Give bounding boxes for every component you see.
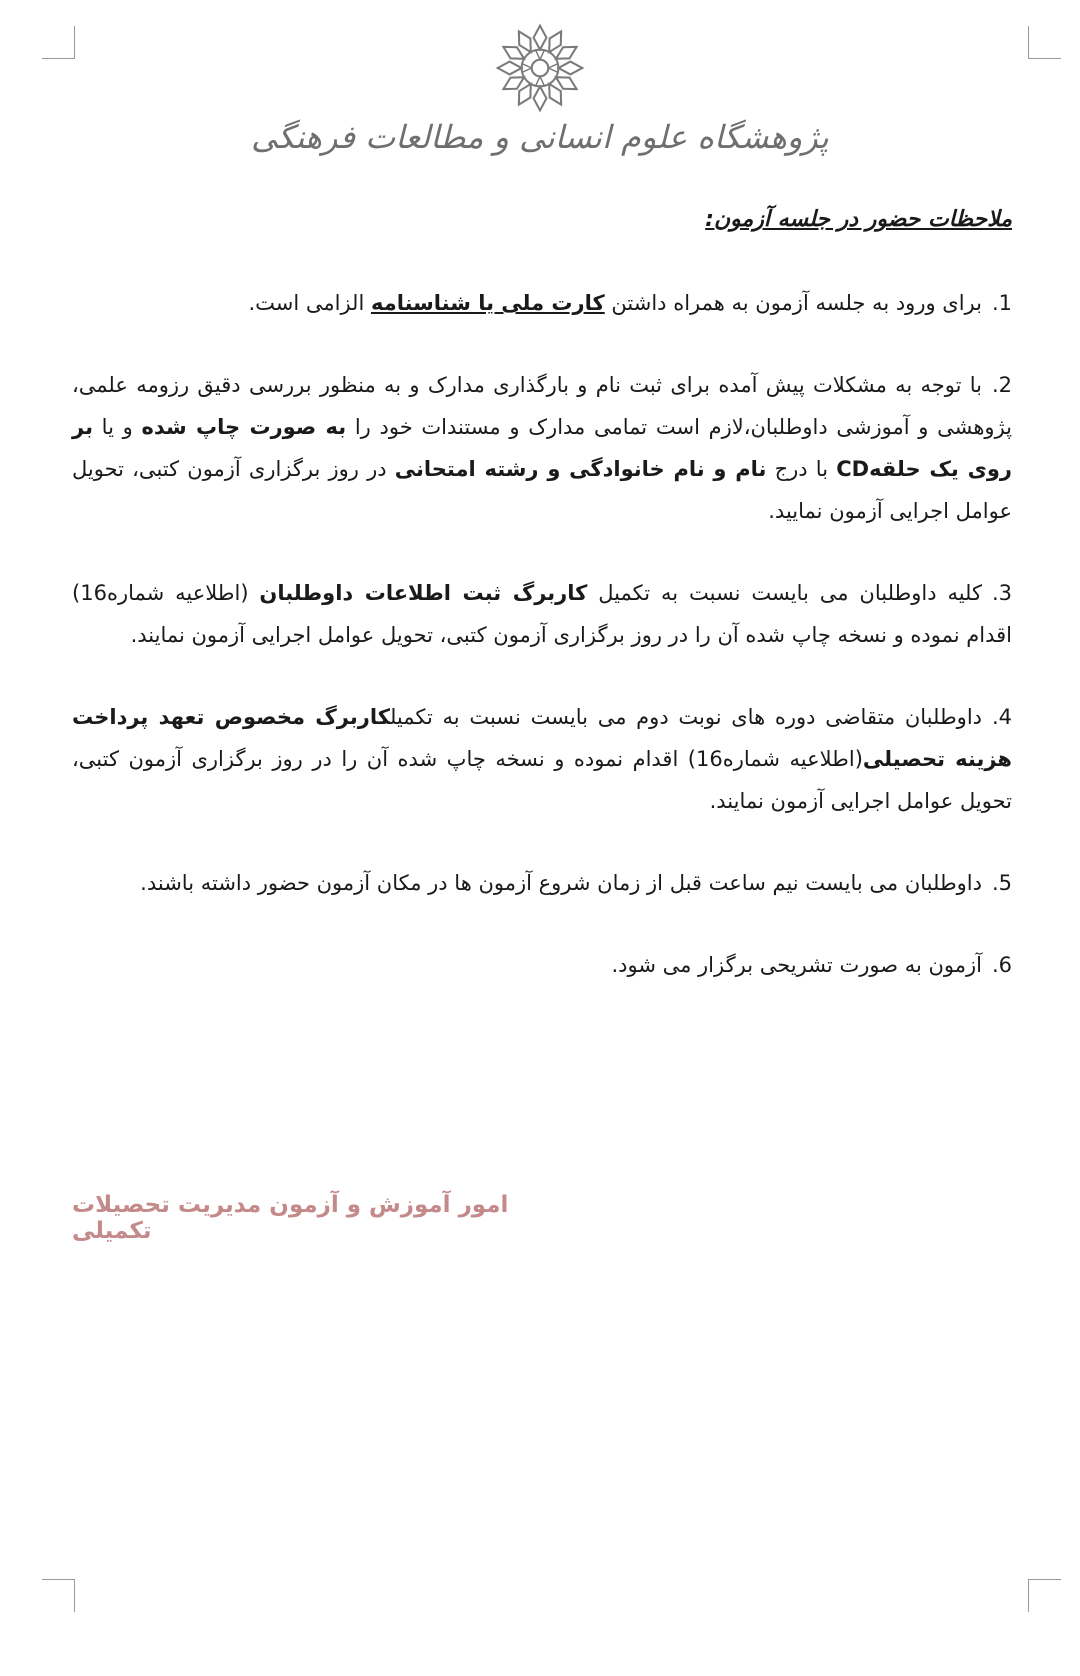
list-item-6: 6.آزمون به صورت تشریحی برگزار می شود.: [72, 944, 1012, 986]
item-number: 2.: [991, 372, 1012, 397]
institute-name: پژوهشگاه علوم انسانی و مطالعات فرهنگی: [251, 118, 829, 156]
institute-logo: [0, 22, 1080, 156]
crop-mark-bottom-right: [1028, 1579, 1061, 1612]
crop-mark-bottom-left: [42, 1579, 75, 1612]
rosette-emblem-icon: [492, 22, 588, 114]
footer-signature: امور آموزش و آزمون مدیریت تحصیلات تکمیلی: [72, 1192, 509, 1244]
list-item-4: 4.داوطلبان متقاضی دوره های نوبت دوم می بایست نسبت به تکمیلکاربرگ مخصوص تعهد پرداخت هزینه تحصیلی(اطلاعیه شماره16) اقدام نموده و نسخه چاپ شده آن را در روز برگزاری آزمون کتبی، تحویل عوامل اجرایی آزمون نمایند.: [72, 696, 1012, 822]
item-number: 1.: [991, 290, 1012, 315]
list-item-3: 3.کلیه داوطلبان می بایست نسبت به تکمیل کاربرگ ثبت اطلاعات داوطلبان (اطلاعیه شماره16) اقدام نموده و نسخه چاپ شده آن را در روز برگزاری آزمون کتبی، تحویل عوامل اجرایی آزمون نمایند.: [72, 572, 1012, 656]
item-number: 6.: [991, 952, 1012, 977]
item-number: 4.: [991, 704, 1012, 729]
item-number: 3.: [991, 580, 1013, 605]
list-item-5: 5.داوطلبان می بایست نیم ساعت قبل از زمان شروع آزمون ها در مکان آزمون حضور داشته باشند.: [72, 862, 1012, 904]
item-number: 5.: [991, 870, 1012, 895]
list-item-1: 1.برای ورود به جلسه آزمون به همراه داشتن کارت ملی یا شناسنامه الزامی است.: [72, 282, 1012, 324]
list-item-2: 2.با توجه به مشکلات پیش آمده برای ثبت نام و بارگذاری مدارک و به منظور بررسی دقیق رزومه علمی، پژوهشی و آموزشی داوطلبان،لازم است تمامی مدارک و مستندات خود را به صورت چاپ شده و یا بر روی یک حلقهCD با درج نام و نام خانوادگی و رشته امتحانی در روز برگزاری آزمون کتبی، تحویل عوامل اجرایی آزمون نمایید.: [72, 364, 1012, 532]
notice-heading: ملاحظات حضور در جلسه آزمون:: [705, 207, 1012, 232]
id-card-requirement: کارت ملی یا شناسنامه: [370, 290, 605, 315]
notice-body: [72, 205, 1012, 1026]
